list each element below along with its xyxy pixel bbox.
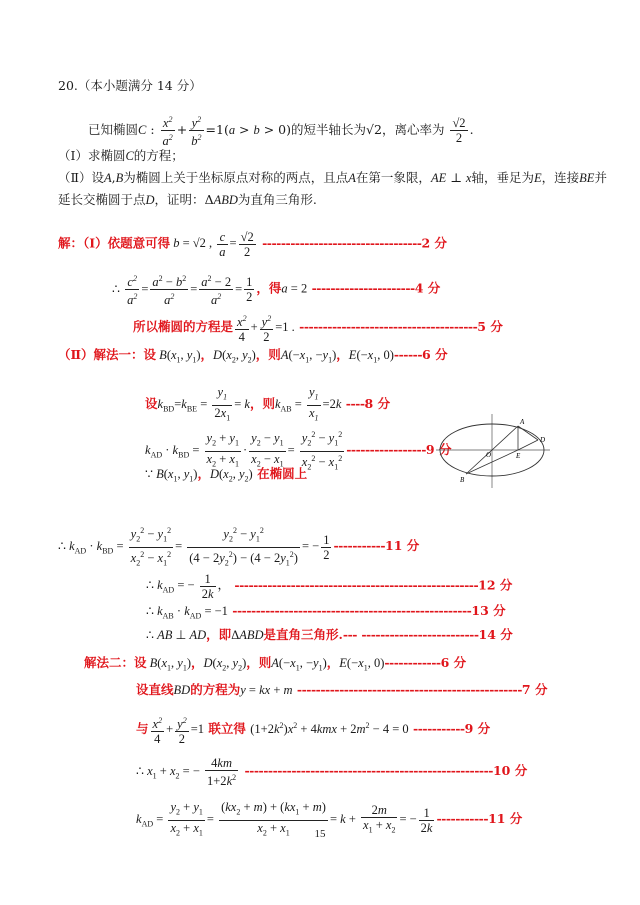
label-b: B [460,476,465,484]
label-d: D [540,436,546,444]
method1-result1: ∴ $k_{AD} \cdot k_{BD}$ = $\frac{y_2^2 - y_1^2}{x_2^2 - x_1^2}$ = $\frac{y_2^2 - y_1^2}{(4 - 2y_2^2) - (4 - 2y_1^2)}$ = − $\frac{1}{2}$ -----------11 分 [58,526,420,568]
solution-step2: ∴ $\frac{c^2}{a^2}$ = $\frac{a^2 - b^2}{a^2}$ = $\frac{a^2 - 2}{a^2}$ = $\frac{1}{2}$ ，得a = 2 ----------------------4 分 [112,274,441,308]
method2-setup: 解法二：设 $B(x_1$, $y_1$)，$D(x_2$, $y_2$)，则$A(-x_1$, $-y_1$)，$E(-x_1$, 0)------------6 分 [84,655,467,673]
solution-step3: 所以椭圆的方程是 $\frac{x^2}{4}$ + $\frac{y^2}{2}$ =1 . --------------------------------------5 分 [133,314,503,345]
page-number: 15 [314,828,326,840]
method2-slope: $k_{AD}$ = $\frac{y_2 + y_1}{x_2 + x_1}$ = $\frac{(kx_2 + m) + (kx_1 + m)}{x_2 + x_1}$ = k + $\frac{2m}{x_1 + x_2}$ = − $\frac{1}{2k}$ -----------11 分 [136,800,523,837]
method1-result2: ∴ $k_{AD}$ = − $\frac{1}{2k}$ ， ----------------------------------------------------12 分 [146,572,513,601]
method1-on-ellipse: ∵ $B(x_1$, $y_1$)，$D(x_2$, $y_2$) 在椭圆上 [145,466,308,484]
method2-line: 设直线BD的方程为y = kx + m ------------------------------------------------7 分 [136,682,548,697]
problem-part1: （Ⅰ）求椭圆C的方程； [58,148,184,163]
problem-part2-line2: 延长交椭圆于点D，证明：ΔABD为直角三角形. [58,192,317,207]
method2-sum: ∴ $x_1 + x_2$ = − $\frac{4km}{1+2k^2}$ -----------------------------------------------------10 分 [136,756,528,789]
problem-part2-line1: （Ⅱ）设A,B为椭圆上关于坐标原点对称的两点，且点A在第一象限，AE ⊥ x轴，垂足为E，连接BE并 [58,170,607,185]
method1-product: $k_{AD} \cdot k_{BD}$ = $\frac{y_2 + y_1}{x_2 + x_1}$ · $\frac{y_2 - y_1}{x_2 - x_1}$ = $\frac{y_2^2 - y_1^2}{x_2^2 - x_1^2}$ -----------------9 分 [145,430,452,472]
method1-conclusion: ∴ AB ⊥ AD，即ΔABD是直角三角形.--- -------------------------14 分 [146,627,513,642]
ellipse-figure [432,410,552,490]
label-o: O [486,451,492,459]
method1-setup: （Ⅱ）解法一：设 $B(x_1$, $y_1$)，$D(x_2$, $y_2$)，则$A(-x_1$, $-y_1$)，$E(-x_1$, 0)------6 分 [58,347,448,365]
label-a: A [520,418,525,426]
segment-ad [518,426,538,440]
method1-result3: ∴ $k_{AB} \cdot k_{AD} = -1$ ---------------------------------------------------13 分 [146,603,506,621]
segment-ed [518,440,538,450]
problem-given: 已知椭圆C : $\frac{x^2}{a^2}$ + $\frac{y^2}{b^2}$ =1(a > b > 0)的短半轴长为√2，离心率为 $\frac{√2}{2}$ . [88,115,474,149]
method2-combine: 与 $\frac{x^2}{4}$ + $\frac{y^2}{2}$ =1 联立得 $(1+2k^2)x^2 + 4kmx + 2m^2 - 4 = 0$ -----------9 分 [136,716,491,747]
label-e: E [516,452,521,460]
method1-slope: 设$k_{BD}=k_{BE}$ = $\frac{y_1}{2x_1}$ = k，则$k_{AB}$ = $\frac{y_1}{x_1}$ =2k ----8 分 [145,385,391,422]
solution-step1: 解：（Ⅰ）依题意可得 b = √2 , $\frac{c}{a}$ = $\frac{√2}{2}$ ----------------------------------2 分 [58,230,448,259]
problem-header: 20.（本小题满分 14 分） [58,78,202,93]
